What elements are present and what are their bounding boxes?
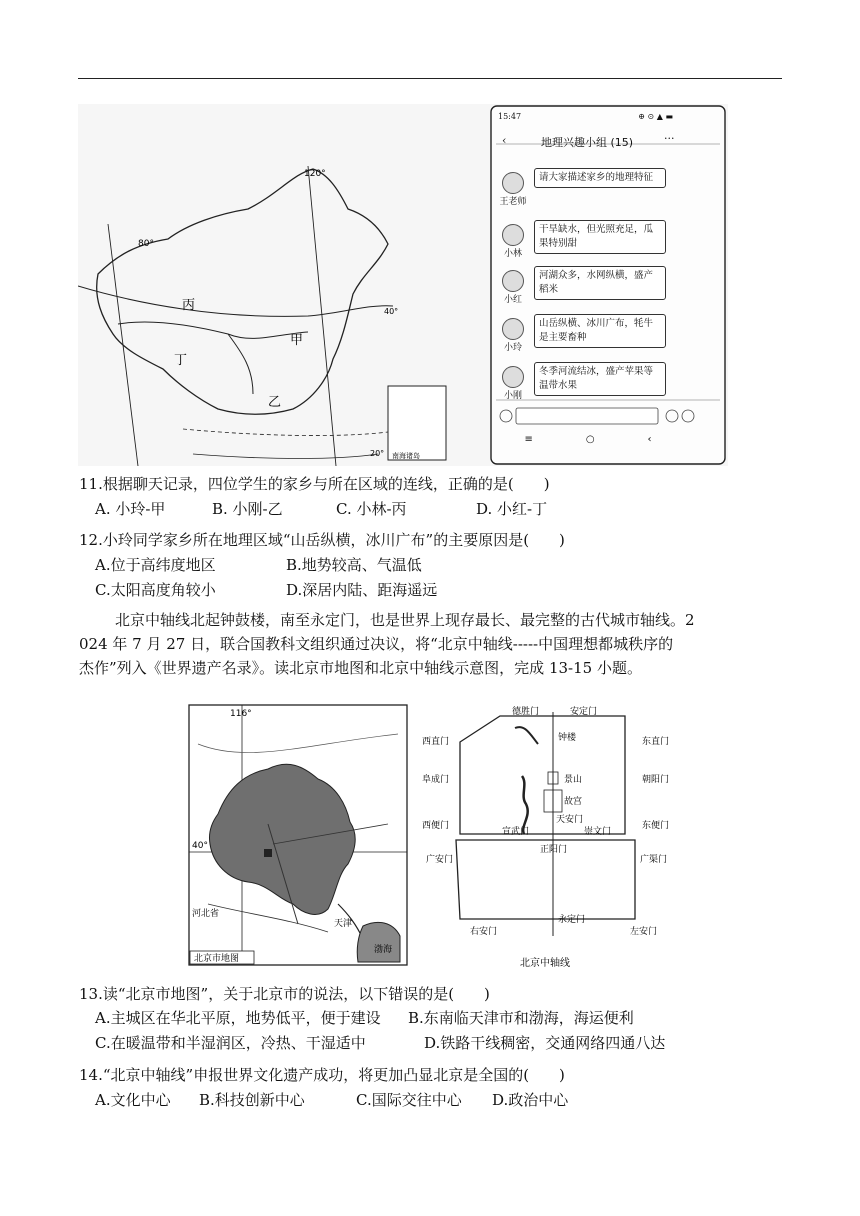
chat-message: [498, 314, 683, 358]
q14-option-d: D.政治中心: [492, 1091, 569, 1109]
message-bubble: 河湖众多，水网纵横，盛产稻米: [534, 266, 666, 300]
chat-message: [498, 266, 683, 310]
axis-caption: 北京中轴线: [520, 958, 570, 969]
map2-caption: 北京市地图: [194, 954, 240, 964]
message-bubble: 请大家描述家乡的地理特征: [534, 168, 666, 188]
q11-option-b: B. 小刚-乙: [212, 500, 283, 518]
menu-icon[interactable]: ≡: [524, 434, 533, 445]
avatar: [502, 270, 524, 292]
tiananmen: 天安门: [556, 815, 584, 825]
gate-xizhi: 西直门: [422, 737, 450, 747]
gate-dongbian: 东便门: [642, 821, 670, 831]
figure-china-map-and-chat: [78, 104, 728, 466]
header-rule: [78, 78, 782, 79]
more-icon[interactable]: ···: [664, 132, 675, 145]
q14-option-a: A.文化中心: [95, 1091, 171, 1109]
gate-anding: 安定门: [570, 707, 598, 717]
message-bubble: 山岳纵横、冰川广布，牦牛是主要畜种: [534, 314, 666, 348]
gate-xuanwu: 宣武门: [502, 827, 530, 837]
gate-desheng: 德胜门: [512, 707, 540, 717]
intro-paragraph: [79, 608, 781, 680]
avatar: [502, 224, 524, 246]
q12-option-a: A.位于高纬度地区: [95, 556, 216, 574]
q11-option-d: D. 小红-丁: [476, 500, 548, 518]
q13-option-c: C.在暖温带和半湿润区，冷热、干湿适中: [95, 1034, 366, 1052]
q12-option-b: B.地势较高、气温低: [286, 556, 422, 574]
q13-option-d: D.铁路干线稠密，交通网络四通八达: [424, 1034, 666, 1052]
gate-guangan: 广安门: [426, 855, 454, 865]
gate-youan: 右安门: [470, 927, 498, 937]
chat-message: [498, 220, 683, 264]
region-yi: 乙: [268, 395, 282, 410]
lon-120-label: 120°: [304, 169, 326, 179]
back-nav-icon[interactable]: ‹: [647, 434, 652, 445]
chat-message: [498, 168, 683, 212]
region-jia: 甲: [290, 333, 304, 348]
avatar: [502, 172, 524, 194]
lat-40-label-map2: 40°: [192, 841, 208, 851]
gate-fucheng: 阜成门: [422, 775, 450, 785]
q11-option-a: A. 小玲-甲: [95, 500, 166, 518]
intro-line-1: 北京中轴线北起钟鼓楼，南至永定门，也是世界上现存最长、最完整的古代城市轴线。2: [115, 611, 695, 629]
lat-40-label: 40°: [384, 307, 399, 316]
chat-message: [498, 362, 683, 406]
tianjin-label: 天津: [334, 919, 353, 929]
message-bubble: 冬季河流结冰，盛产苹果等温带水果: [534, 362, 666, 396]
gate-zuoan: 左安门: [630, 927, 658, 937]
status-icons: ⊕ ⊙ ▲ ▬: [638, 112, 673, 121]
q13-option-a: A.主城区在华北平原，地势低平，便于建设: [95, 1009, 381, 1027]
avatar: [502, 318, 524, 340]
avatar: [502, 366, 524, 388]
q14-option-c: C.国际交往中心: [356, 1091, 462, 1109]
sender-name: 小红: [503, 295, 522, 305]
gate-chaoyang: 朝阳门: [642, 775, 670, 785]
bell-tower: 钟楼: [558, 733, 577, 743]
lon-80-label: 80°: [138, 239, 154, 249]
gate-zhengyang: 正阳门: [540, 845, 568, 855]
q12-stem: 12.小玲同学家乡所在地理区域“山岳纵横，冰川广布”的主要原因是( ): [79, 531, 565, 549]
gate-guangqu: 广渠门: [640, 855, 668, 865]
central-axis-diagram: [420, 704, 690, 970]
q13-stem: 13.读“北京市地图”，关于北京市的说法，以下错误的是( ): [79, 985, 490, 1003]
china-regions-map: [78, 154, 478, 466]
q14-option-b: B.科技创新中心: [199, 1091, 305, 1109]
lat-20-label: 20°: [370, 449, 385, 458]
beijing-map: [188, 704, 408, 966]
chat-title: 地理兴趣小组 (15): [540, 136, 634, 149]
gate-chongwen: 崇文门: [584, 827, 612, 837]
inset-label: 南海诸岛: [392, 452, 420, 460]
sender-name: 小刚: [503, 391, 522, 401]
intro-line-3: 杰作”列入《世界遗产名录》。读北京市地图和北京中轴线示意图，完成 13-15 小题。: [79, 659, 642, 677]
home-icon[interactable]: ○: [585, 434, 595, 445]
jingshan: 景山: [564, 775, 583, 785]
sender-name: 小玲: [503, 343, 522, 353]
phone-status-bar: [498, 112, 673, 121]
sender-name: 小林: [503, 249, 522, 259]
phone-nav-bar: [498, 434, 678, 450]
region-bing: 丙: [182, 298, 196, 313]
sender-name: 王老师: [499, 197, 527, 207]
q12-option-d: D.深居内陆、距海遥远: [286, 581, 438, 599]
q12-option-c: C.太阳高度角较小: [95, 581, 216, 599]
bohai-label: 渤海: [374, 945, 393, 955]
lon-116-label: 116°: [230, 709, 252, 719]
q11-stem: 11.根据聊天记录，四位学生的家乡与所在区域的连线，正确的是( ): [79, 475, 550, 493]
gugong: 故宫: [564, 797, 583, 807]
intro-line-2: 024 年 7 月 27 日，联合国教科文组织通过决议，将“北京中轴线-----中国理想都城秩序的: [79, 635, 674, 653]
message-bubble: 干旱缺水，但光照充足，瓜果特别甜: [534, 220, 666, 254]
back-icon[interactable]: ‹: [502, 134, 507, 147]
gate-dongzhi: 东直门: [642, 737, 670, 747]
hebei-label: 河北省: [192, 909, 220, 919]
gate-yongding: 永定门: [558, 915, 586, 925]
gate-xibian: 西便门: [422, 821, 450, 831]
region-ding: 丁: [174, 353, 188, 368]
q13-option-b: B.东南临天津市和渤海，海运便利: [408, 1009, 634, 1027]
q11-option-c: C. 小林-丙: [336, 500, 407, 518]
q14-stem: 14.“北京中轴线”申报世界文化遗产成功，将更加凸显北京是全国的( ): [79, 1066, 565, 1084]
phone-time: 15:47: [498, 112, 522, 121]
